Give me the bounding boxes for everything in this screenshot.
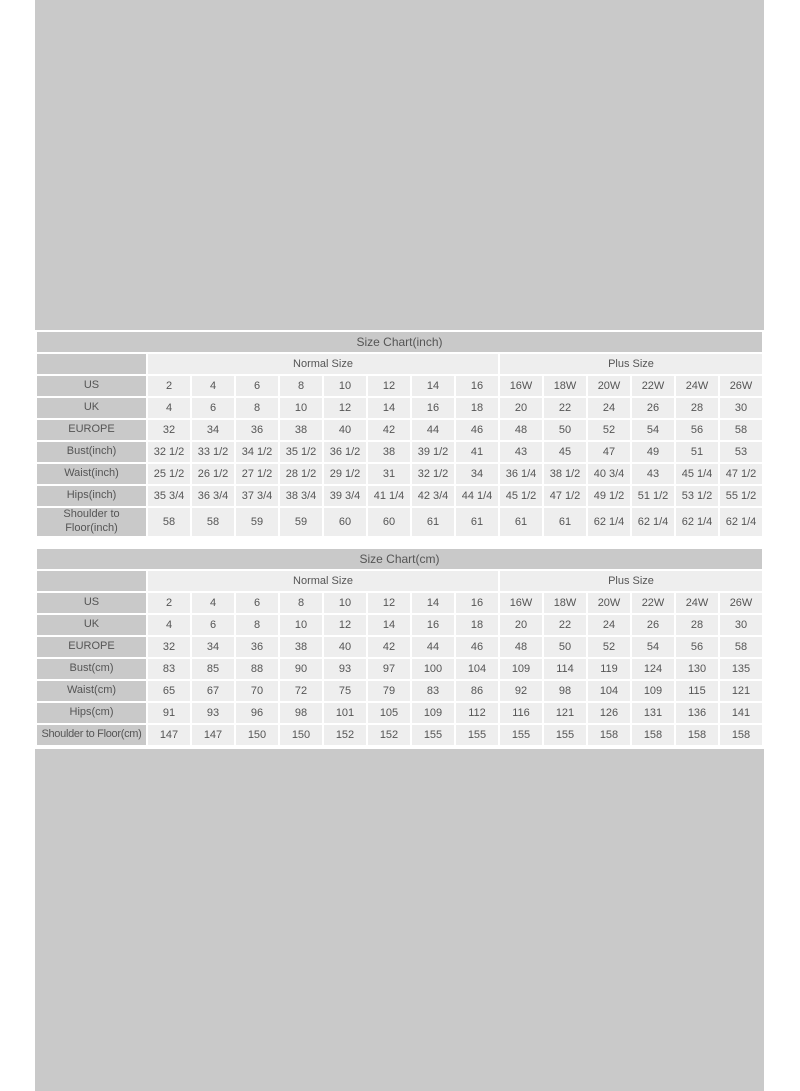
row-label: EUROPE xyxy=(37,637,146,657)
value-cell: 58 xyxy=(148,508,190,536)
value-cell: 22 xyxy=(544,615,586,635)
value-cell: 49 xyxy=(632,442,674,462)
value-cell: 30 xyxy=(720,615,762,635)
row-label: Hips(inch) xyxy=(37,486,146,506)
value-cell: 60 xyxy=(324,508,366,536)
value-cell: 22W xyxy=(632,593,674,613)
value-cell: 10 xyxy=(280,615,322,635)
value-cell: 26W xyxy=(720,593,762,613)
table-row xyxy=(37,725,762,745)
value-cell: 147 xyxy=(148,725,190,745)
value-cell: 45 1/4 xyxy=(676,464,718,484)
value-cell: 6 xyxy=(192,615,234,635)
table-row xyxy=(37,659,762,679)
group-header-row xyxy=(37,354,762,374)
value-cell: 20 xyxy=(500,615,542,635)
value-cell: 60 xyxy=(368,508,410,536)
value-cell: 10 xyxy=(324,593,366,613)
value-cell: 112 xyxy=(456,703,498,723)
value-cell: 97 xyxy=(368,659,410,679)
value-cell: 12 xyxy=(368,593,410,613)
corner-cell xyxy=(37,354,146,374)
value-cell: 18 xyxy=(456,615,498,635)
table-title: Size Chart(cm) xyxy=(37,549,762,569)
value-cell: 56 xyxy=(676,420,718,440)
value-cell: 124 xyxy=(632,659,674,679)
size-chart-band xyxy=(35,330,764,749)
value-cell: 47 1/2 xyxy=(720,464,762,484)
value-cell: 62 1/4 xyxy=(632,508,674,536)
value-cell: 98 xyxy=(544,681,586,701)
table-row xyxy=(37,464,762,484)
value-cell: 16 xyxy=(456,593,498,613)
row-label: Hips(cm) xyxy=(37,703,146,723)
value-cell: 62 1/4 xyxy=(588,508,630,536)
value-cell: 158 xyxy=(676,725,718,745)
value-cell: 101 xyxy=(324,703,366,723)
value-cell: 114 xyxy=(544,659,586,679)
value-cell: 62 1/4 xyxy=(720,508,762,536)
row-label: US xyxy=(37,376,146,396)
value-cell: 12 xyxy=(368,376,410,396)
value-cell: 72 xyxy=(280,681,322,701)
value-cell: 36 1/4 xyxy=(500,464,542,484)
value-cell: 44 xyxy=(412,637,454,657)
value-cell: 30 xyxy=(720,398,762,418)
value-cell: 40 xyxy=(324,637,366,657)
value-cell: 61 xyxy=(456,508,498,536)
value-cell: 18W xyxy=(544,376,586,396)
value-cell: 150 xyxy=(236,725,278,745)
value-cell: 75 xyxy=(324,681,366,701)
value-cell: 104 xyxy=(588,681,630,701)
value-cell: 26 xyxy=(632,615,674,635)
value-cell: 42 3/4 xyxy=(412,486,454,506)
value-cell: 20 xyxy=(500,398,542,418)
value-cell: 150 xyxy=(280,725,322,745)
value-cell: 93 xyxy=(192,703,234,723)
value-cell: 34 xyxy=(192,420,234,440)
value-cell: 85 xyxy=(192,659,234,679)
value-cell: 8 xyxy=(280,593,322,613)
value-cell: 16 xyxy=(412,398,454,418)
table-row xyxy=(37,486,762,506)
value-cell: 48 xyxy=(500,420,542,440)
value-cell: 14 xyxy=(412,593,454,613)
value-cell: 36 xyxy=(236,637,278,657)
value-cell: 43 xyxy=(500,442,542,462)
value-cell: 16 xyxy=(456,376,498,396)
value-cell: 31 xyxy=(368,464,410,484)
value-cell: 50 xyxy=(544,420,586,440)
value-cell: 8 xyxy=(280,376,322,396)
value-cell: 130 xyxy=(676,659,718,679)
value-cell: 51 1/2 xyxy=(632,486,674,506)
value-cell: 36 1/2 xyxy=(324,442,366,462)
value-cell: 158 xyxy=(588,725,630,745)
table-row xyxy=(37,508,762,536)
value-cell: 100 xyxy=(412,659,454,679)
value-cell: 147 xyxy=(192,725,234,745)
value-cell: 45 xyxy=(544,442,586,462)
value-cell: 135 xyxy=(720,659,762,679)
value-cell: 104 xyxy=(456,659,498,679)
value-cell: 35 1/2 xyxy=(280,442,322,462)
value-cell: 67 xyxy=(192,681,234,701)
value-cell: 59 xyxy=(236,508,278,536)
value-cell: 46 xyxy=(456,637,498,657)
value-cell: 8 xyxy=(236,398,278,418)
value-cell: 18W xyxy=(544,593,586,613)
value-cell: 152 xyxy=(324,725,366,745)
value-cell: 34 xyxy=(192,637,234,657)
value-cell: 37 3/4 xyxy=(236,486,278,506)
table-title-row xyxy=(37,332,762,352)
value-cell: 14 xyxy=(368,398,410,418)
value-cell: 41 1/4 xyxy=(368,486,410,506)
value-cell: 18 xyxy=(456,398,498,418)
value-cell: 24 xyxy=(588,398,630,418)
value-cell: 6 xyxy=(236,376,278,396)
table-row xyxy=(37,637,762,657)
value-cell: 6 xyxy=(236,593,278,613)
value-cell: 34 1/2 xyxy=(236,442,278,462)
value-cell: 47 xyxy=(588,442,630,462)
value-cell: 109 xyxy=(500,659,542,679)
value-cell: 54 xyxy=(632,637,674,657)
value-cell: 155 xyxy=(544,725,586,745)
value-cell: 26 1/2 xyxy=(192,464,234,484)
value-cell: 39 1/2 xyxy=(412,442,454,462)
value-cell: 61 xyxy=(500,508,542,536)
value-cell: 4 xyxy=(148,615,190,635)
row-label: Waist(inch) xyxy=(37,464,146,484)
value-cell: 42 xyxy=(368,420,410,440)
value-cell: 51 xyxy=(676,442,718,462)
value-cell: 32 xyxy=(148,420,190,440)
value-cell: 8 xyxy=(236,615,278,635)
table-row xyxy=(37,681,762,701)
table-title-row xyxy=(37,549,762,569)
value-cell: 54 xyxy=(632,420,674,440)
size-table-inch xyxy=(35,330,764,538)
value-cell: 45 1/2 xyxy=(500,486,542,506)
value-cell: 10 xyxy=(324,376,366,396)
table-row xyxy=(37,376,762,396)
value-cell: 38 xyxy=(280,420,322,440)
value-cell: 41 xyxy=(456,442,498,462)
value-cell: 22 xyxy=(544,398,586,418)
value-cell: 53 xyxy=(720,442,762,462)
value-cell: 38 xyxy=(368,442,410,462)
value-cell: 105 xyxy=(368,703,410,723)
value-cell: 35 3/4 xyxy=(148,486,190,506)
value-cell: 16 xyxy=(412,615,454,635)
value-cell: 28 xyxy=(676,615,718,635)
value-cell: 136 xyxy=(676,703,718,723)
value-cell: 32 1/2 xyxy=(412,464,454,484)
value-cell: 98 xyxy=(280,703,322,723)
value-cell: 141 xyxy=(720,703,762,723)
size-table-cm xyxy=(35,547,764,747)
value-cell: 14 xyxy=(412,376,454,396)
group-header-normal-size: Normal Size xyxy=(148,571,498,591)
value-cell: 38 1/2 xyxy=(544,464,586,484)
value-cell: 56 xyxy=(676,637,718,657)
value-cell: 24 xyxy=(588,615,630,635)
row-label: UK xyxy=(37,398,146,418)
value-cell: 158 xyxy=(632,725,674,745)
value-cell: 38 xyxy=(280,637,322,657)
value-cell: 36 3/4 xyxy=(192,486,234,506)
value-cell: 43 xyxy=(632,464,674,484)
value-cell: 50 xyxy=(544,637,586,657)
value-cell: 33 1/2 xyxy=(192,442,234,462)
value-cell: 29 1/2 xyxy=(324,464,366,484)
value-cell: 131 xyxy=(632,703,674,723)
value-cell: 155 xyxy=(500,725,542,745)
value-cell: 12 xyxy=(324,398,366,418)
value-cell: 83 xyxy=(148,659,190,679)
value-cell: 44 xyxy=(412,420,454,440)
value-cell: 62 1/4 xyxy=(676,508,718,536)
value-cell: 44 1/4 xyxy=(456,486,498,506)
row-label: Bust(inch) xyxy=(37,442,146,462)
value-cell: 26 xyxy=(632,398,674,418)
value-cell: 12 xyxy=(324,615,366,635)
value-cell: 14 xyxy=(368,615,410,635)
value-cell: 25 1/2 xyxy=(148,464,190,484)
value-cell: 55 1/2 xyxy=(720,486,762,506)
value-cell: 28 1/2 xyxy=(280,464,322,484)
value-cell: 4 xyxy=(192,376,234,396)
value-cell: 2 xyxy=(148,376,190,396)
row-label: Shoulder to Floor(inch) xyxy=(37,508,146,536)
row-label: Waist(cm) xyxy=(37,681,146,701)
table-row xyxy=(37,398,762,418)
value-cell: 34 xyxy=(456,464,498,484)
row-label: Bust(cm) xyxy=(37,659,146,679)
value-cell: 48 xyxy=(500,637,542,657)
value-cell: 86 xyxy=(456,681,498,701)
value-cell: 88 xyxy=(236,659,278,679)
value-cell: 52 xyxy=(588,637,630,657)
value-cell: 40 3/4 xyxy=(588,464,630,484)
value-cell: 93 xyxy=(324,659,366,679)
value-cell: 59 xyxy=(280,508,322,536)
corner-cell xyxy=(37,571,146,591)
table-row xyxy=(37,593,762,613)
value-cell: 20W xyxy=(588,593,630,613)
value-cell: 16W xyxy=(500,376,542,396)
value-cell: 70 xyxy=(236,681,278,701)
value-cell: 116 xyxy=(500,703,542,723)
value-cell: 32 xyxy=(148,637,190,657)
value-cell: 40 xyxy=(324,420,366,440)
row-label: Shoulder to Floor(cm) xyxy=(37,725,146,745)
value-cell: 79 xyxy=(368,681,410,701)
value-cell: 38 3/4 xyxy=(280,486,322,506)
value-cell: 58 xyxy=(192,508,234,536)
value-cell: 61 xyxy=(544,508,586,536)
value-cell: 42 xyxy=(368,637,410,657)
group-header-row xyxy=(37,571,762,591)
value-cell: 24W xyxy=(676,376,718,396)
row-label: US xyxy=(37,593,146,613)
value-cell: 2 xyxy=(148,593,190,613)
value-cell: 36 xyxy=(236,420,278,440)
value-cell: 16W xyxy=(500,593,542,613)
value-cell: 49 1/2 xyxy=(588,486,630,506)
value-cell: 58 xyxy=(720,637,762,657)
table-row xyxy=(37,442,762,462)
value-cell: 92 xyxy=(500,681,542,701)
value-cell: 83 xyxy=(412,681,454,701)
value-cell: 24W xyxy=(676,593,718,613)
value-cell: 90 xyxy=(280,659,322,679)
value-cell: 20W xyxy=(588,376,630,396)
value-cell: 155 xyxy=(412,725,454,745)
row-label: EUROPE xyxy=(37,420,146,440)
value-cell: 109 xyxy=(412,703,454,723)
value-cell: 28 xyxy=(676,398,718,418)
value-cell: 6 xyxy=(192,398,234,418)
group-header-plus-size: Plus Size xyxy=(500,354,762,374)
value-cell: 155 xyxy=(456,725,498,745)
value-cell: 91 xyxy=(148,703,190,723)
table-row xyxy=(37,615,762,635)
value-cell: 10 xyxy=(280,398,322,418)
table-title: Size Chart(inch) xyxy=(37,332,762,352)
value-cell: 119 xyxy=(588,659,630,679)
value-cell: 61 xyxy=(412,508,454,536)
value-cell: 115 xyxy=(676,681,718,701)
value-cell: 39 3/4 xyxy=(324,486,366,506)
value-cell: 4 xyxy=(192,593,234,613)
value-cell: 26W xyxy=(720,376,762,396)
row-label: UK xyxy=(37,615,146,635)
value-cell: 96 xyxy=(236,703,278,723)
table-row xyxy=(37,420,762,440)
value-cell: 4 xyxy=(148,398,190,418)
table-row xyxy=(37,703,762,723)
value-cell: 27 1/2 xyxy=(236,464,278,484)
value-cell: 52 xyxy=(588,420,630,440)
group-header-normal-size: Normal Size xyxy=(148,354,498,374)
value-cell: 158 xyxy=(720,725,762,745)
value-cell: 152 xyxy=(368,725,410,745)
value-cell: 126 xyxy=(588,703,630,723)
value-cell: 58 xyxy=(720,420,762,440)
value-cell: 47 1/2 xyxy=(544,486,586,506)
value-cell: 53 1/2 xyxy=(676,486,718,506)
value-cell: 121 xyxy=(544,703,586,723)
value-cell: 109 xyxy=(632,681,674,701)
value-cell: 32 1/2 xyxy=(148,442,190,462)
value-cell: 121 xyxy=(720,681,762,701)
value-cell: 65 xyxy=(148,681,190,701)
value-cell: 46 xyxy=(456,420,498,440)
group-header-plus-size: Plus Size xyxy=(500,571,762,591)
value-cell: 22W xyxy=(632,376,674,396)
